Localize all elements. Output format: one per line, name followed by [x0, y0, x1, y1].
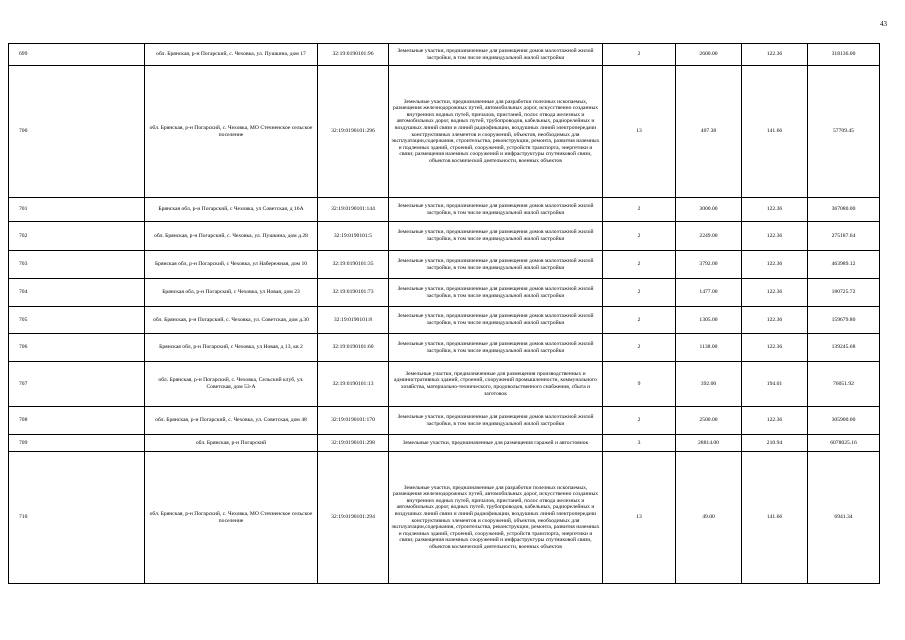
specific-value-cell: 122.36 — [742, 198, 808, 222]
address-cell: обл. Брянская, р-н Погарский, с. Чеховка, ул. Пушкина, дом 17 — [145, 44, 318, 66]
cadastral-value-cell: 275187.64 — [808, 222, 880, 251]
row-number: 708 — [9, 407, 145, 435]
cadastral-value-cell: 6941.34 — [808, 452, 880, 584]
table-row — [9, 334, 880, 362]
table-row — [9, 452, 880, 584]
land-use-cell: Земельные участки, предназначенные для размещения домов малоэтажной жилой застройки, в том числе индивидуальной жилой застройки — [389, 44, 603, 66]
page-number: 43 — [880, 20, 887, 28]
group-code-cell: 9 — [603, 362, 676, 407]
cadastral-value-cell: 318136.00 — [808, 44, 880, 66]
area-cell: 1138.00 — [676, 334, 742, 362]
area-cell: 3792.00 — [676, 251, 742, 279]
cadastral-value-cell: 76051.92 — [808, 362, 880, 407]
row-number: 710 — [9, 452, 145, 584]
area-cell: 392.00 — [676, 362, 742, 407]
area-cell: 3000.00 — [676, 198, 742, 222]
area-cell: 2249.00 — [676, 222, 742, 251]
group-code-cell: 2 — [603, 334, 676, 362]
area-cell: 2500.00 — [676, 407, 742, 435]
cadastral-number-cell: 32:19:0190101:8 — [318, 307, 389, 334]
cadastral-value-cell: 139245.68 — [808, 334, 880, 362]
cadastral-number-cell: 32:19:0190101:60 — [318, 334, 389, 362]
address-cell: Брянская обл, р-н Погарский, с Чеховка, ул Новая, дом 23 — [145, 279, 318, 307]
row-number: 704 — [9, 279, 145, 307]
cadastral-number-cell: 32:19:0190101:294 — [318, 452, 389, 584]
row-number: 702 — [9, 222, 145, 251]
table-row — [9, 362, 880, 407]
address-cell: обл. Брянская, р-н Погарский, с. Чеховка, ул. Советская, дом д.30 — [145, 307, 318, 334]
cadastral-value-cell: 6078025.16 — [808, 435, 880, 452]
group-code-cell: 2 — [603, 279, 676, 307]
cadastral-number-cell: 32:19:0190101:298 — [318, 435, 389, 452]
row-number: 707 — [9, 362, 145, 407]
row-number: 703 — [9, 251, 145, 279]
specific-value-cell: 210.94 — [742, 435, 808, 452]
address-cell: обл. Брянская, р-н Погарский, с. Чеховка, ул. Советская, дом 48 — [145, 407, 318, 435]
specific-value-cell: 122.36 — [742, 251, 808, 279]
group-code-cell: 2 — [603, 44, 676, 66]
area-cell: 1305.00 — [676, 307, 742, 334]
specific-value-cell: 122.36 — [742, 307, 808, 334]
table-row — [9, 407, 880, 435]
specific-value-cell: 122.36 — [742, 407, 808, 435]
land-use-cell: Земельные участки, предназначенные для размещения домов малоэтажной жилой застройки, в том числе индивидуальной жилой застройки — [389, 251, 603, 279]
cadastral-number-cell: 32:19:0190101:13 — [318, 362, 389, 407]
group-code-cell: 2 — [603, 307, 676, 334]
table-row — [9, 251, 880, 279]
table-row — [9, 435, 880, 452]
address-cell: обл. Брянская, р-н Погарский, с. Чеховка, МО Стечненское сельское поселение — [145, 66, 318, 198]
land-use-cell: Земельные участки, предназначенные для размещения гаражей и автостоянок — [389, 435, 603, 452]
table-row — [9, 307, 880, 334]
cadastral-number-cell: 32:19:0190101:96 — [318, 44, 389, 66]
group-code-cell: 2 — [603, 407, 676, 435]
row-number: 701 — [9, 198, 145, 222]
land-use-cell: Земельные участки, предназначенные для размещения производственных и административных зданий, строений, сооружений промышленности, коммунального хозяйства, материально-технического, продовольственного снабжения, сбыта и заготовок — [389, 362, 603, 407]
row-number: 700 — [9, 66, 145, 198]
specific-value-cell: 122.36 — [742, 279, 808, 307]
land-use-cell: Земельные участки, предназначенные для размещения домов малоэтажной жилой застройки, в том числе индивидуальной жилой застройки — [389, 307, 603, 334]
address-cell: обл. Брянская, р-н Погарский, с. Чеховка, ул. Пушкина, дом д.28 — [145, 222, 318, 251]
cadastral-number-cell: 32:19:0190101:5 — [318, 222, 389, 251]
group-code-cell: 2 — [603, 198, 676, 222]
address-cell: обл. Брянская, р-н Погарский, с. Чеховка, Сельский клуб, ул. Советская, дом 53-А — [145, 362, 318, 407]
land-use-cell: Земельные участки, предназначенные для размещения домов малоэтажной жилой застройки, в том числе индивидуальной жилой застройки — [389, 222, 603, 251]
specific-value-cell: 122.36 — [742, 44, 808, 66]
group-code-cell: 13 — [603, 452, 676, 584]
land-use-cell: Земельные участки, предназначенные для разработки полезных ископаемых, размещения железнодорожных путей, автомобильных дорог, искусственно созданных внутренних водных путей, причалов, пристаней, полос отвода железных и автомобильных дорог, водных путей, трубопроводов, кабельных, радиорелейных и воздушных линий связи и линий радиофикации, воздушных линий электропередачи конструктивных элементов и сооружений, объектов, необходимых для эксплуатации,содержания, строительства, реконструкции, ремонта, развития наземных и подземных зданий, строений, сооружений, устройств транспорта, энергетики и связи; размещения наземных сооружений и инфраструктуры спутниковой связи, объектов космической деятельности, военных объектов — [389, 452, 603, 584]
cadastral-value-cell: 367080.00 — [808, 198, 880, 222]
land-use-cell: Земельные участки, предназначенные для размещения домов малоэтажной жилой застройки, в том числе индивидуальной жилой застройки — [389, 407, 603, 435]
group-code-cell: 13 — [603, 66, 676, 198]
table-row — [9, 198, 880, 222]
specific-value-cell: 141.66 — [742, 66, 808, 198]
row-number: 709 — [9, 435, 145, 452]
specific-value-cell: 194.01 — [742, 362, 808, 407]
row-number: 706 — [9, 334, 145, 362]
address-cell: Брянская обл, р-н Погарский, с Чеховка, ул Советская, д 16А — [145, 198, 318, 222]
cadastral-number-cell: 32:19:0190101:35 — [318, 251, 389, 279]
address-cell: обл. Брянская, р-н Погарский, с. Чеховка, МО Стечненское сельское поселение — [145, 452, 318, 584]
address-cell: Брянская обл, р-н Погарский, с Чеховка, ул Новая, д 13, кв 2 — [145, 334, 318, 362]
table-row — [9, 279, 880, 307]
cadastral-value-cell: 57709.45 — [808, 66, 880, 198]
row-number: 699 — [9, 44, 145, 66]
land-use-cell: Земельные участки, предназначенные для разработки полезных ископаемых, размещения железнодорожных путей, автомобильных дорог, искусственно созданных внутренних водных путей, причалов, пристаней, полос отвода железных и автомобильных дорог, водных путей, трубопроводов, кабельных, радиорелейных и воздушных линий связи и линий радиофикации, воздушных линий электропередачи конструктивных элементов и сооружений, объектов, необходимых для эксплуатации,содержания, строительства, реконструкции, ремонта, развития наземных и подземных зданий, строений, сооружений, устройств транспорта, энергетики и связи; размещения наземных сооружений и инфраструктуры спутниковой связи, объектов космической деятельности, военных объектов — [389, 66, 603, 198]
land-use-cell: Земельные участки, предназначенные для размещения домов малоэтажной жилой застройки, в том числе индивидуальной жилой застройки — [389, 198, 603, 222]
area-cell: 28814.00 — [676, 435, 742, 452]
land-plots-table — [8, 43, 880, 584]
cadastral-value-cell: 159679.80 — [808, 307, 880, 334]
cadastral-value-cell: 305900.00 — [808, 407, 880, 435]
table-row — [9, 222, 880, 251]
cadastral-number-cell: 32:19:0190101:296 — [318, 66, 389, 198]
cadastral-number-cell: 32:19:0190101:170 — [318, 407, 389, 435]
area-cell: 1477.00 — [676, 279, 742, 307]
table-row — [9, 44, 880, 66]
land-use-cell: Земельные участки, предназначенные для размещения домов малоэтажной жилой застройки, в том числе индивидуальной жилой застройки — [389, 334, 603, 362]
cadastral-number-cell: 32:19:0190101:73 — [318, 279, 389, 307]
table-row — [9, 66, 880, 198]
specific-value-cell: 141.66 — [742, 452, 808, 584]
land-use-cell: Земельные участки, предназначенные для размещения домов малоэтажной жилой застройки, в том числе индивидуальной жилой застройки — [389, 279, 603, 307]
address-cell: обл. Брянская, р-н Погарский — [145, 435, 318, 452]
area-cell: 2600.00 — [676, 44, 742, 66]
address-cell: Брянская обл, р-н Погарский, с Чеховка, ул Набережная, дом 10 — [145, 251, 318, 279]
group-code-cell: 2 — [603, 251, 676, 279]
specific-value-cell: 122.36 — [742, 334, 808, 362]
group-code-cell: 3 — [603, 435, 676, 452]
cadastral-value-cell: 463989.12 — [808, 251, 880, 279]
specific-value-cell: 122.36 — [742, 222, 808, 251]
cadastral-value-cell: 180725.72 — [808, 279, 880, 307]
cadastral-number-cell: 32:19:0190101:144 — [318, 198, 389, 222]
area-cell: 407.38 — [676, 66, 742, 198]
group-code-cell: 2 — [603, 222, 676, 251]
area-cell: 49.00 — [676, 452, 742, 584]
row-number: 705 — [9, 307, 145, 334]
